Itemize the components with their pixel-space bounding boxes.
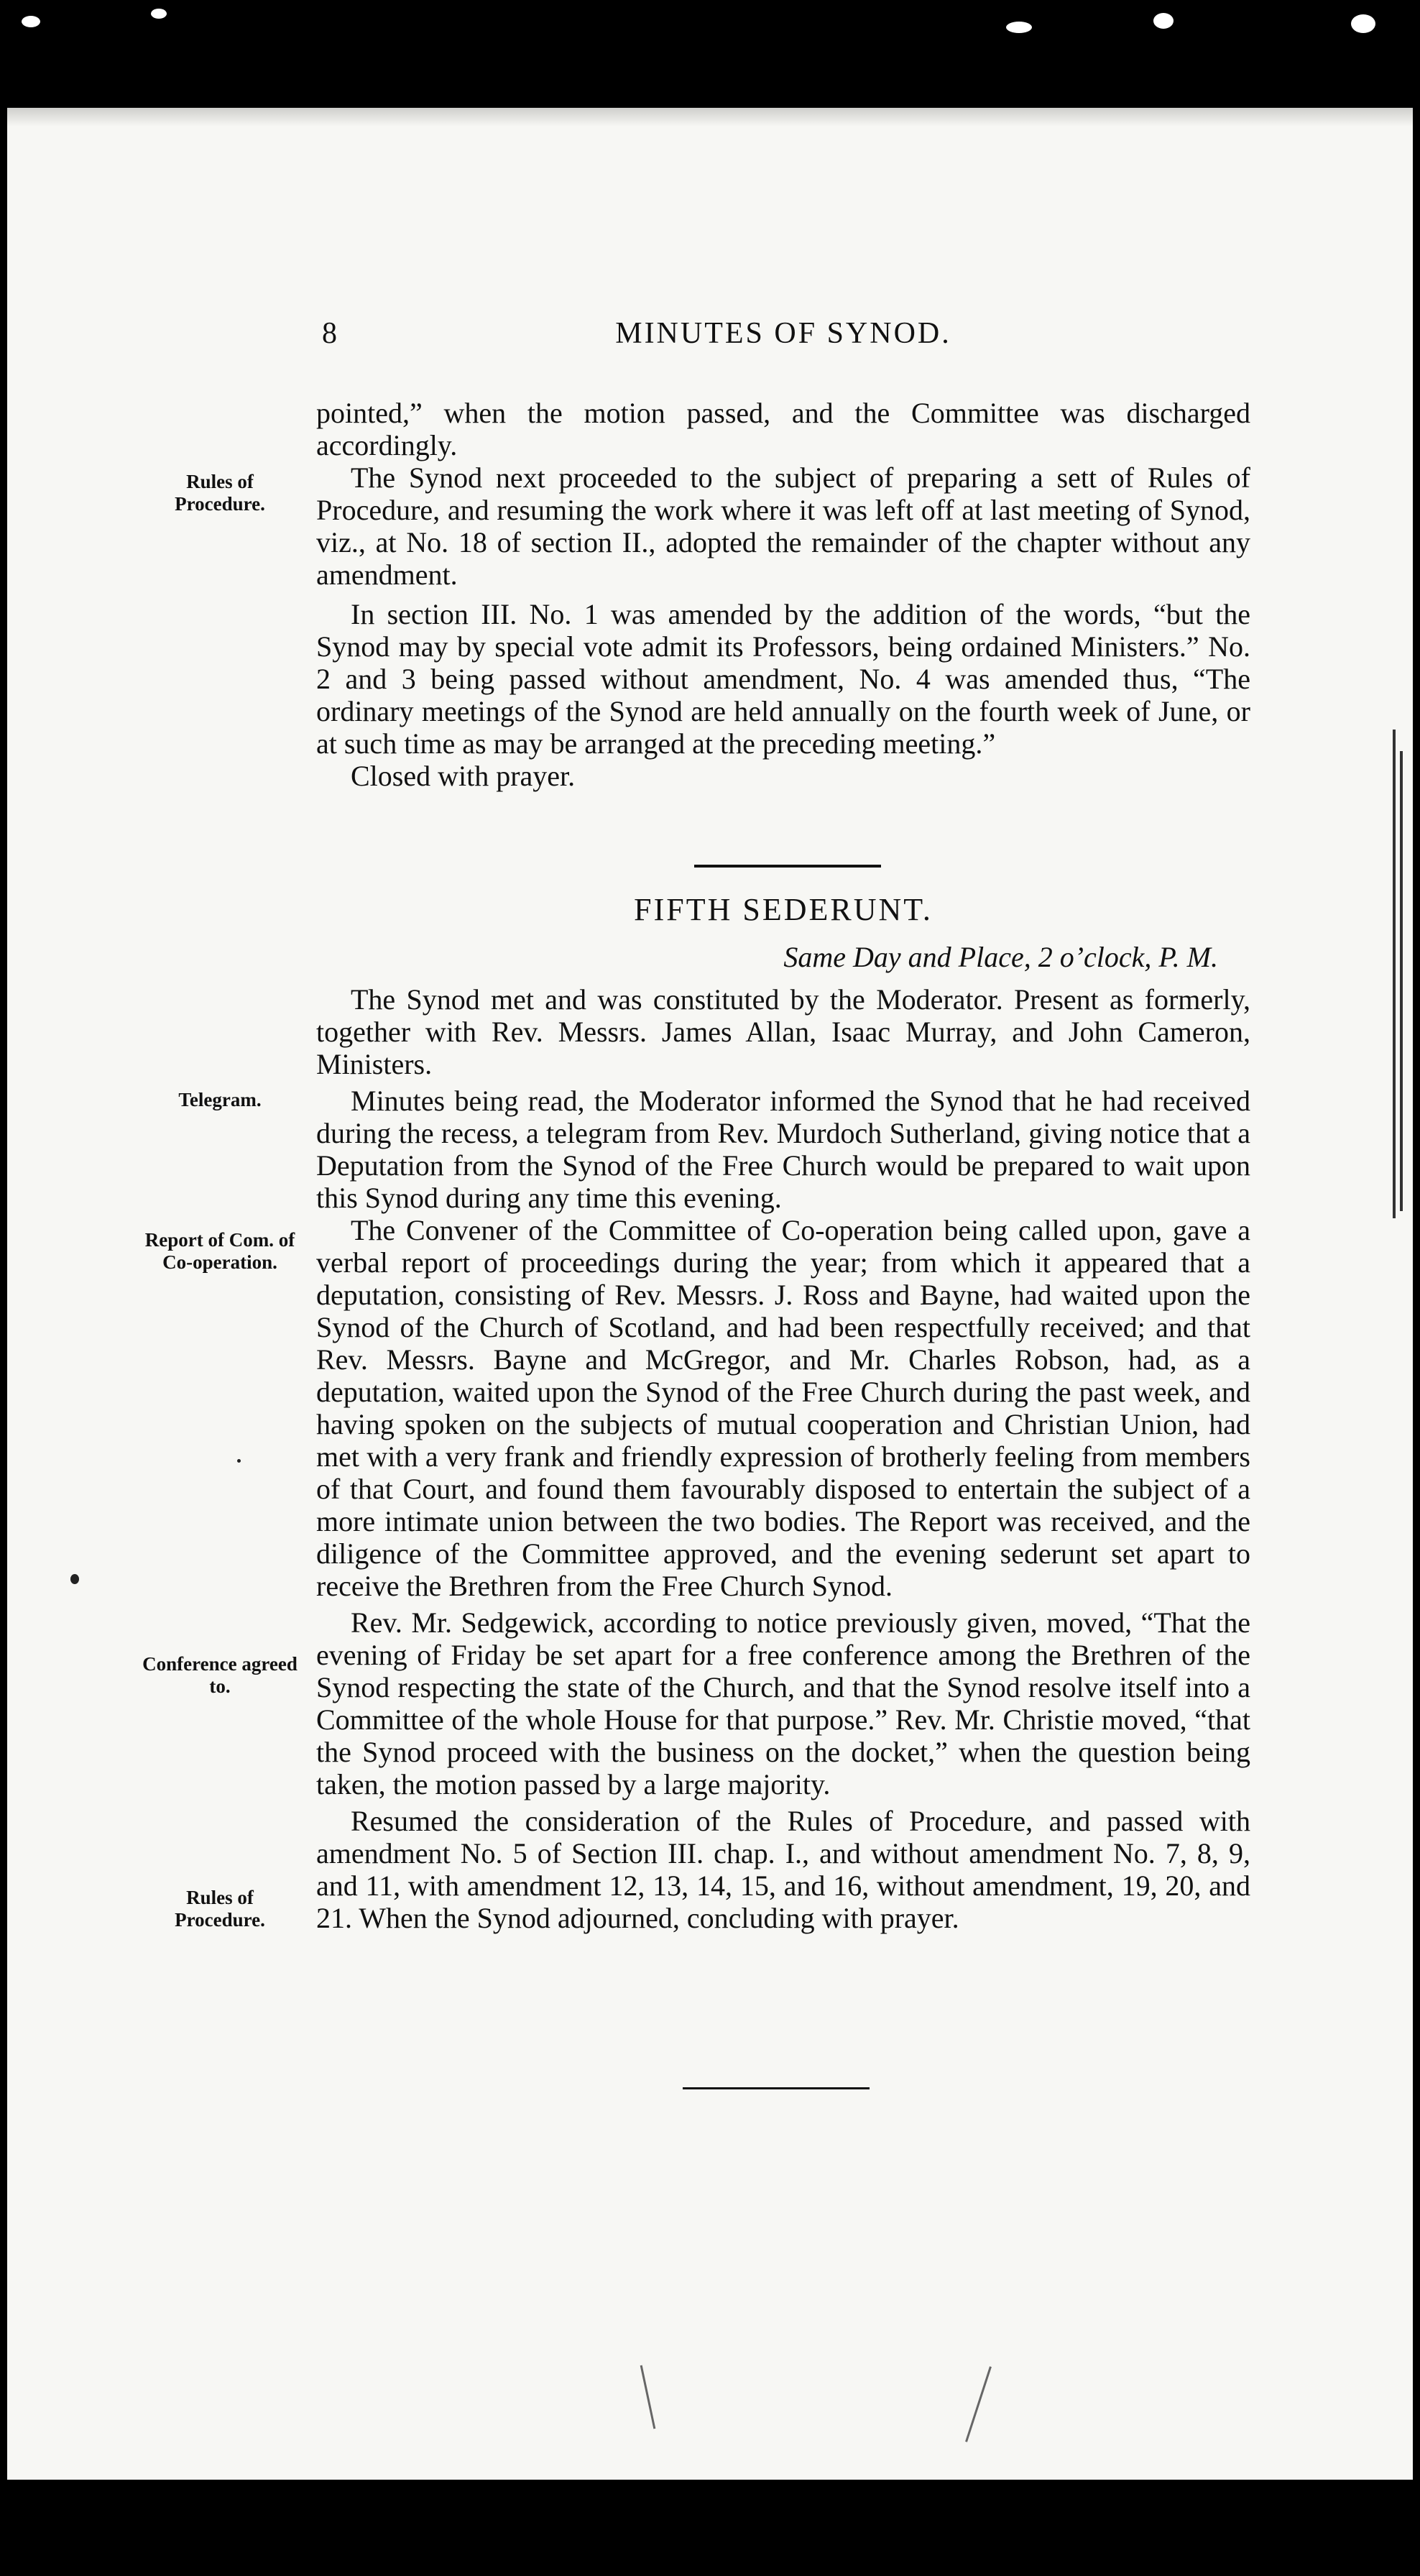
scan-speck (1006, 22, 1032, 33)
margin-note-report-of-committee: Report of Com. of Co-operation. (144, 1229, 295, 1273)
running-title: MINUTES OF SYNOD. (615, 317, 951, 350)
scan-speck (151, 9, 167, 19)
section-rule (694, 865, 881, 868)
margin-note-conference-agreed: Conference agreed to. (142, 1653, 298, 1697)
page-edge-mark (1393, 730, 1396, 1218)
paragraph: Rev. Mr. Sedgewick, according to notice previously given, moved, “That the evening of Friday be set apart for a free conference among the Brethren of the Synod respecting the state of the Church, and that the Synod resolve itself into a Committee of the whole House for that purpose.” Rev. Mr. Christie moved, “that the Synod proceed with the business on the docket,” when the question being taken, the motion passed by a large majority. (316, 1606, 1250, 1800)
page-edge-mark (1400, 751, 1403, 1211)
text-block-lower (316, 983, 1250, 1934)
margin-note-telegram: Telegram. (178, 1089, 262, 1110)
scan-speck (1351, 14, 1375, 33)
ink-spot (237, 1459, 241, 1463)
paragraph: Resumed the consideration of the Rules of Procedure, and passed with amendment No. 5 of Section III. chap. I., and without amendment No. 7, 8, 9, and 11, with amendment 12, 13, 14, 15, and 16, without amendment, 19, 20, and 21. When the Synod adjourned, concluding with prayer. (316, 1805, 1250, 1934)
text-block-upper (316, 397, 1250, 792)
ink-spot (70, 1574, 79, 1584)
running-head (316, 316, 1250, 359)
page-number: 8 (322, 317, 337, 350)
scan-speck (22, 16, 40, 27)
paragraph: The Synod met and was constituted by the Moderator. Present as formerly, together with Rev. Messrs. James Allan, Isaac Murray, and John Cameron, Ministers. (316, 983, 1250, 1080)
paragraph: pointed,” when the motion passed, and the Committee was discharged accordingly. (316, 397, 1250, 461)
section-heading: FIFTH SEDERUNT. (634, 892, 933, 927)
margin-note-rules-of-procedure-2: Rules of Procedure. (175, 1887, 265, 1931)
paragraph: Closed with prayer. (351, 760, 576, 792)
paragraph: Minutes being read, the Moderator informed the Synod that he had received during the recess, a telegram from Rev. Murdoch Sutherland, giving notice that a Deputation from the Synod of the Free Church would be prepared to wait upon this Synod during any time this evening. (316, 1085, 1250, 1214)
paragraph: In section III. No. 1 was amended by the addition of the words, “but the Synod may by special vote admit its Professors, being ordained Ministers.” No. 2 and 3 being passed without amendment, No. 4 was amended thus, “The ordinary meetings of the Synod are held annually on the fourth week of June, or at such time as may be arranged at the preceding meeting.” (316, 598, 1250, 760)
closing-rule (683, 2087, 870, 2089)
margin-note-rules-of-procedure: Rules of Procedure. (175, 471, 265, 515)
paragraph: The Convener of the Committee of Co-operation being called upon, gave a verbal report of proceedings during the year; from which it appeared that a deputation, consisting of Rev. Messrs. J. Ross and Bayne, had waited upon the Synod of the Church of Scotland, and had been respectfully received; and that Rev. Messrs. Bayne and McGregor, and Mr. Charles Robson, had, as a deputation, waited upon the Synod of the Free Church during the past week, and having spoken on the subjects of mutual cooperation and Christian Union, had met with a very frank and friendly expression of brotherly feeling from members of that Court, and found them favourably disposed to entertain the subject of a more intimate union between the two bodies. The Report was received, and the diligence of the Committee approved, and the evening sederunt set apart to receive the Brethren from the Free Church Synod. (316, 1214, 1250, 1602)
section-dateline: Same Day and Place, 2 o’clock, P. M. (783, 941, 1218, 973)
paragraph: The Synod next proceeded to the subject of preparing a sett of Rules of Procedure, and resuming the work where it was left off at last meeting of Synod, viz., at No. 18 of section II., adopted the remainder of the chapter without any amendment. (316, 461, 1250, 591)
scan-speck (1153, 13, 1174, 29)
